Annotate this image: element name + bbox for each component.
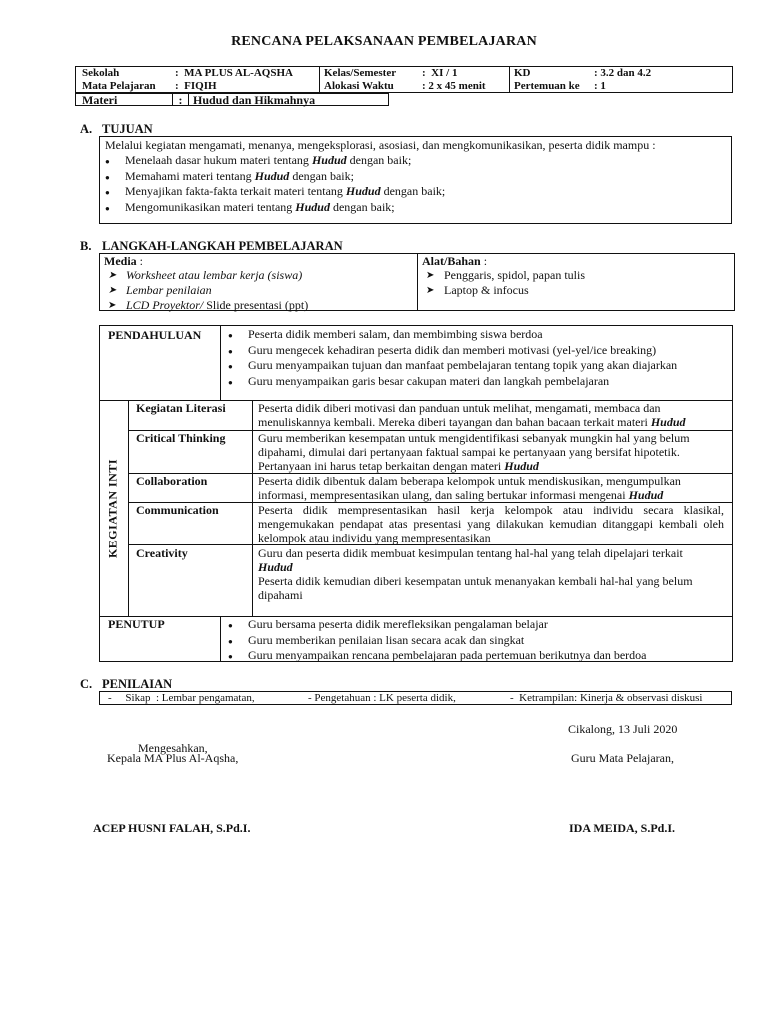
inti-row-literasi — [128, 401, 732, 431]
document-title: RENCANA PELAKSANAAN PEMBELAJARAN — [231, 34, 537, 49]
mapel-label: Mata Pelajaran — [82, 79, 156, 92]
list-item: ● Guru menyampaikan garis besar cakupan materi dan langkah pembelajaran — [222, 374, 727, 390]
list-item: ● Mengomunikasikan materi tentang Hudud dengan baik; — [99, 200, 726, 216]
inti-row-collaboration — [128, 473, 732, 503]
pendahuluan-row — [99, 325, 733, 401]
inti-row-creativity — [128, 544, 732, 616]
pendahuluan-list — [222, 327, 727, 389]
pertemuan-label: Pertemuan ke — [514, 79, 580, 92]
signatory-right-name: IDA MEIDA, S.Pd.I. — [569, 821, 676, 835]
penilaian-letter: C. — [80, 677, 93, 691]
penutup-row — [99, 617, 733, 662]
alat-label: Alat/Bahan — [422, 254, 481, 268]
kegiatan-inti-block — [99, 401, 733, 617]
alokasi-label: Alokasi Waktu — [324, 79, 394, 92]
penilaian-heading — [80, 677, 172, 692]
tujuan-box — [99, 136, 732, 224]
list-item: ● Guru mengecek kehadiran peserta didik dan memberi motivasi (yel-yel/ice breaking) — [222, 343, 727, 359]
materi-value: Hudud dan Hikmahnya — [193, 93, 316, 107]
header-table: Sekolah : MA PLUS AL-AQSHA Kelas/Semester : XI / 1 KD : 3.2 dan 4.2 Mata Pelajaran : FIQIH Alokasi Waktu : 2 x 45 menit Pertemuan ke : 1 — [75, 66, 733, 93]
inti-text: Peserta didik diberi motivasi dan panduan untuk melihat, mengamati, membaca dan menuliskannya kembali. Mereka diberi tayangan dan bahan bacaan terkait materi Hudud — [258, 401, 686, 429]
pendahuluan-label: PENDAHULUAN — [108, 328, 202, 342]
list-item: ● Guru menyampaikan tujuan dan manfaat pembelajaran tentang topik yang akan diajarkan — [222, 358, 727, 374]
list-item: ● Guru bersama peserta didik merefleksikan pengalaman belajar — [222, 617, 727, 633]
list-item: ● Memahami materi tentang Hudud dengan baik; — [99, 169, 726, 185]
inti-label: Critical Thinking — [136, 431, 226, 445]
list-item: ● Guru menyampaikan rencana pembelajaran pada pertemuan berikutnya dan berdoa — [222, 648, 727, 664]
langkah-title: LANGKAH-LANGKAH PEMBELAJARAN — [102, 239, 343, 253]
alat-list — [422, 268, 730, 298]
tujuan-intro: Melalui kegiatan mengamati, menanya, mengeksplorasi, asosiasi, dan mengkomunikasikan, peserta didik mampu : — [105, 138, 656, 152]
list-item: ➤ Penggaris, spidol, papan tulis — [422, 268, 730, 283]
activity-table — [99, 325, 733, 662]
pertemuan-value: 1 — [600, 79, 606, 92]
kd-label: KD — [514, 67, 531, 79]
list-item: ● Guru memberikan penilaian lisan secara acak dan singkat — [222, 633, 727, 649]
list-item: ● Menelaah dasar hukum materi tentang Hudud dengan baik; — [99, 153, 726, 169]
kelas-label: Kelas/Semester — [324, 67, 397, 79]
media-alat-box — [99, 253, 735, 311]
penilaian-box — [99, 691, 732, 705]
materi-row: Materi : Hudud dan Hikmahnya — [75, 93, 733, 106]
signatory-left-name: ACEP HUSNI FALAH, S.Pd.I. — [93, 821, 251, 835]
list-item: ➤ Lembar penilaian — [104, 283, 413, 298]
tujuan-title: TUJUAN — [102, 122, 153, 136]
guru-text: Guru Mata Pelajaran, — [571, 751, 674, 765]
penutup-list — [222, 617, 727, 664]
langkah-heading — [80, 239, 343, 254]
sekolah-value: MA PLUS AL-AQSHA — [184, 67, 293, 79]
inti-label: Collaboration — [136, 474, 208, 488]
list-item: ➤ Worksheet atau lembar kerja (siswa) — [104, 268, 413, 283]
inti-text: Peserta didik dibentuk dalam beberapa kelompok untuk mendiskusikan, mengumpulkan informasi, mempresentasikan ulang, dan saling bertukar informasi mengenai Hudud — [258, 474, 681, 502]
materi-label: Materi — [82, 93, 118, 107]
alat-section: Alat/Bahan : ➤ Penggaris, spidol, papan tulis ➤ Laptop & infocus — [418, 254, 734, 310]
kegiatan-inti-vertical-label: KEGIATAN INTI — [105, 458, 120, 559]
penilaian-title: PENILAIAN — [102, 677, 173, 691]
inti-row-critical — [128, 430, 732, 474]
inti-label: Kegiatan Literasi — [136, 401, 226, 415]
penilaian-ketrampilan: - Ketrampilan: Kinerja & observasi diskusi — [510, 692, 703, 704]
inti-label: Creativity — [136, 546, 188, 560]
media-list — [104, 268, 413, 313]
media-section: Media : ➤ Worksheet atau lembar kerja (siswa) ➤ Lembar penilaian ➤ LCD Proyektor/ Slide presentasi (ppt) — [100, 254, 418, 310]
kepala-text: Kepala MA Plus Al-Aqsha, — [107, 751, 239, 765]
tujuan-letter: A. — [80, 122, 93, 136]
langkah-letter: B. — [80, 239, 92, 253]
kd-value: 3.2 dan 4.2 — [600, 67, 652, 79]
inti-text: Peserta didik mempresentasikan hasil kerja kelompok atau individu secara klasikal, mengemukakan pendapat atas presentasi yang dilakukan kemudian ditanggapi kembali oleh kelompok atau individu yang mempresentasikan — [258, 503, 724, 545]
penilaian-pengetahuan: - Pengetahuan : LK peserta didik, — [308, 692, 456, 704]
inti-text: Guru memberikan kesempatan untuk mengidentifikasi sebanyak mungkin hal yang belum dipahami, dimulai dari pertanyaan faktual sampai ke pertanyaan yang bersifat hipotetik. Pertanyaan ini harus tetap berkaitan dengan materi Hudud — [258, 431, 690, 473]
mengesahkan-text: Mengesahkan, — [138, 741, 208, 755]
list-item: ➤ Laptop & infocus — [422, 283, 730, 298]
sekolah-label: Sekolah — [82, 67, 120, 79]
penutup-label: PENUTUP — [108, 617, 165, 631]
tujuan-heading — [80, 122, 153, 137]
penilaian-sikap: - Sikap : Lembar pengamatan, — [108, 692, 255, 704]
list-item: ● Peserta didik memberi salam, dan membimbing siswa berdoa — [222, 327, 727, 343]
tujuan-list — [99, 153, 726, 215]
list-item: ● Menyajikan fakta-fakta terkait materi tentang Hudud dengan baik; — [99, 184, 726, 200]
inti-label: Communication — [136, 503, 219, 517]
alokasi-value: 2 x 45 menit — [428, 79, 486, 92]
inti-row-communication — [128, 502, 732, 545]
list-item: ➤ LCD Proyektor/ Slide presentasi (ppt) — [104, 298, 413, 313]
inti-text: Guru dan peserta didik membuat kesimpulan tentang hal-hal yang telah dipelajari terkait Hudud Peserta didik kemudian diberi kesempatan untuk menanyakan kembali hal-hal yang belum dipahami — [258, 546, 693, 602]
place-date: Cikalong, 13 Juli 2020 — [568, 722, 678, 736]
media-label: Media — [104, 254, 137, 268]
mapel-value: FIQIH — [184, 79, 217, 92]
kelas-value: XI / 1 — [431, 67, 458, 79]
